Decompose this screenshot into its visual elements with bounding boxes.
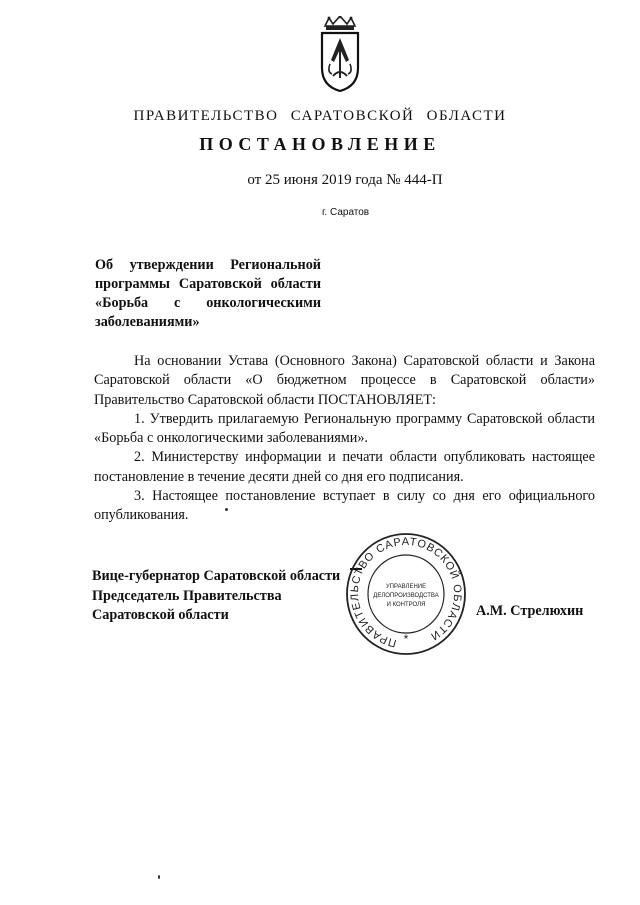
body-paragraph: 3. Настоящее постановление вступает в силу со дня его официального опубликования. (94, 488, 595, 524)
subject-line: Об утверждении Региональной (95, 257, 321, 273)
scan-speck (225, 508, 228, 511)
position-line: Председатель Правительства (92, 587, 282, 604)
document-city: г. Саратов (322, 207, 370, 218)
subject-line: «Борьба с онкологическими (95, 295, 321, 311)
signature-position (92, 567, 362, 626)
scan-speck (158, 875, 160, 879)
government-title: ПРАВИТЕЛЬСТВО САРАТОВСКОЙ ОБЛАСТИ (133, 108, 507, 124)
document-date-number: от 25 июня 2019 года № 444-П (247, 172, 443, 188)
seal-center-line: И КОНТРОЛЯ (386, 602, 426, 608)
body-paragraph: 1. Утвердить прилагаемую Региональную программу Саратовской области «Борьба с онкологическими заболеваниями». (94, 410, 595, 447)
subject-line: программы Саратовской области (95, 276, 321, 292)
seal-center-line: УПРАВЛЕНИЕ (385, 584, 427, 590)
position-line: Саратовской области (92, 607, 229, 623)
document-body (94, 352, 595, 526)
official-seal-stamp (345, 532, 467, 656)
body-paragraph: На основании Устава (Основного Закона) Саратовской области и Закона Саратовской области «О бюджетном процессе в Саратовской области» Правительство Саратовской области ПОСТАНОВЛЯЕТ: (94, 353, 595, 408)
seal-center-line: ДЕЛОПРОИЗВОДСТВА (373, 593, 439, 599)
coat-of-arms-icon (319, 16, 361, 92)
body-paragraph: 2. Министерству информации и печати области опубликовать настоящее постановление в течение десяти дней со дня его подписания. (94, 449, 595, 485)
signer-name: А.М. Стрелюхин (476, 603, 584, 619)
document-type: ПОСТАНОВЛЕНИЕ (199, 134, 441, 154)
subject-line: заболеваниями» (95, 314, 200, 330)
seal-ring-text: ПРАВИТЕЛЬСТВО САРАТОВСКОЙ ОБЛАСТИ (348, 535, 464, 650)
position-line: Вице-губернатор Саратовской области (92, 568, 341, 584)
seal-star: * (403, 632, 409, 646)
document-subject (95, 256, 321, 332)
